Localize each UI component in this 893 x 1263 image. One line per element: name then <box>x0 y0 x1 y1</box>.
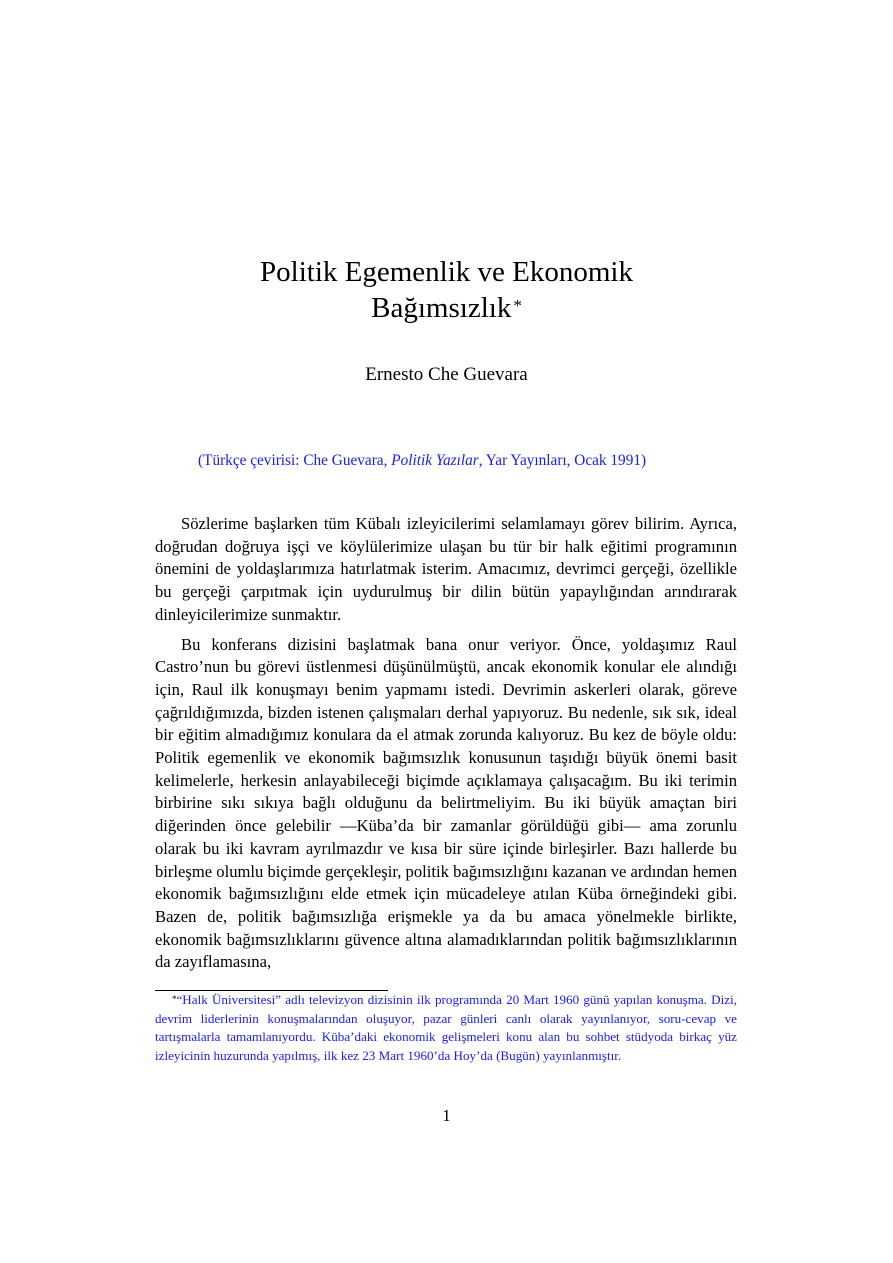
footnote-mark: * <box>172 994 177 1004</box>
title-text: Bağımsızlık <box>371 292 512 324</box>
translation-note <box>198 450 694 471</box>
translation-book-title: Politik Yazılar <box>391 452 479 469</box>
author-name: Ernesto Che Guevara <box>365 364 528 385</box>
title-line-1: Politik Egemenlik ve Ekonomik <box>260 256 633 288</box>
paragraph: Sözlerime başlarken tüm Kübalı izleyicilerimi selamlamayı görev bilirim. Ayrıca, doğrudan doğruya işçi ve köylülerimize ulaşan bu tür bir halk eğitimi programının önemini de yoldaşlarımıza hatırlatmak isterim. Amacımız, devrimci gerçeği, özellikle bu gerçeği çarpıtmak için uydurulmuş bir dilin bütün yapaylığından arındırarak dinleyicilerimize sunmaktır. <box>155 514 737 624</box>
translation-prefix: (Türkçe çevirisi: Che Guevara, <box>198 452 392 469</box>
page-number: 1 <box>442 1106 451 1125</box>
paragraph: Bu konferans dizisini başlatmak bana onur veriyor. Önce, yoldaşımız Raul Castro’nun bu görevi üstlenmesi düşünülmüştü, ancak ekonomik konular ele alındığı için, Raul ilk konuşmayı benim yapmamı istedi. Devrimin askerleri olarak, göreve çağrıldığımızda, bizden istenen çalışmaları derhal yapıyoruz. Bu nedenle, sık sık, ideal bir eğitim almadığımız konulara da el atmak zorunda kalıyoruz. Bu kez de böyle oldu: Politik egemenlik ve ekonomik bağımsızlık konusunun taşıdığı büyük önemi basit kelimelerle, herkesin anlayabileceği biçimde açıklamaya çalışacağım. Bu iki terimin birbirine sıkı sıkıya bağlı olduğunu da belirtmeliyim. Bu iki büyük amaçtan biri diğerinden önce gelebilir —Küba’da bir zamanlar görüldüğü gibi— ama zorunlu olarak bu iki kavram ayrılmazdır ve kısa bir süre içinde birleşirler. Bazı hallerde bu birleşme olumlu biçimde gerçekleşir, politik bağımsızlığını kazanan ve ardından hemen ekonomik bağımsızlığını elde etmek için mücadeleye atılan Küba örneğindeki gibi. Bazen de, politik bağımsızlığa erişmekle ya da bu amaca yönelmekle birlikte, ekonomik bağımsızlıklarını güvence altına alamadıklarından politik bağımsızlıklarının da zayıflamasına, <box>155 634 737 972</box>
footnote-text: “Halk Üniversitesi” adlı televizyon dizisinin ilk programında 20 Mart 1960 günü yapılan konuşma. Dizi, devrim liderlerinin konuşmalarından oluşuyor, pazar günleri canlı olarak yayınlanıyor, soru-cevap ve tartışmalarla tamamlanıyordu. Küba’daki ekonomik gelişmeleri konu alan bu sohbet stüdyoda birkaç yüz izleyicinin huzurunda yapılmış, ilk kez 23 Mart 1960’da Hoy’da (Bugün) yayınlanmıştır. <box>155 992 737 1063</box>
title-line-2 <box>0 290 893 326</box>
footnote <box>155 991 737 1065</box>
document-title <box>0 254 893 326</box>
translation-suffix: , Yar Yayınları, Ocak 1991) <box>478 452 647 469</box>
title-footnote-mark[interactable]: * <box>513 296 522 315</box>
body-text <box>155 513 737 981</box>
